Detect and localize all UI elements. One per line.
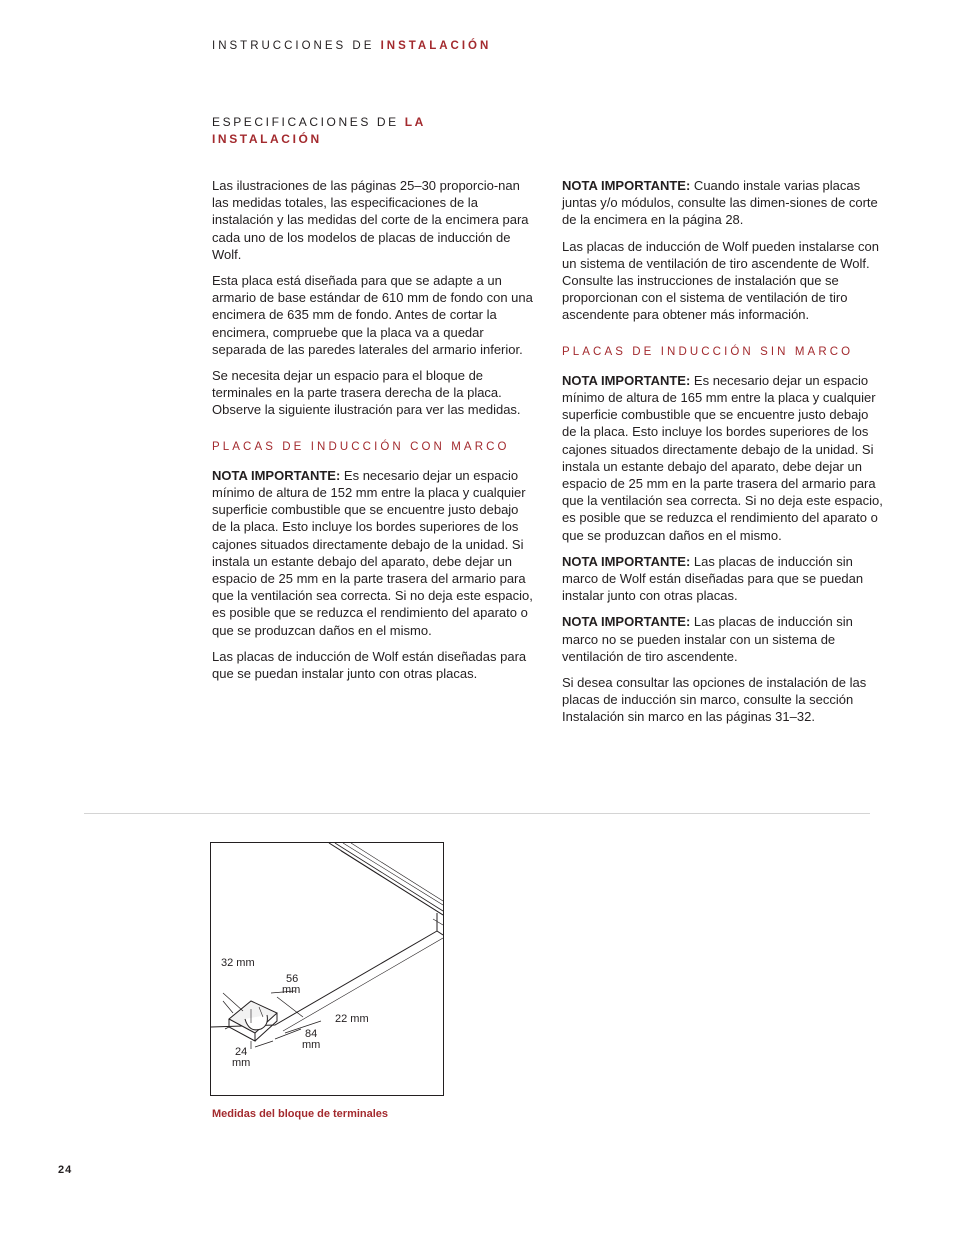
right-note-4-label: NOTA IMPORTANTE: [562, 614, 691, 630]
right-note-2-text: Es necesario dejar un espacio mínimo de altura de 165 mm entre la placa y cualquier superficie combustible que se encuentre justo debajo de la placa. Esto incluye los bordes superiores de los cajones situados directamente debajo de la unidad. Si instala un estante debajo del aparato, debe dejar un espacio de 25 mm en la parte trasera del armario para que la ventilación sea correcta. Si no deja este espacio, es posible que se reduzca el rendimiento del aparato o que se produzcan daños en el mismo. [562, 372, 883, 543]
dim-label-84-value: 84 [305, 1028, 318, 1040]
right-note-4 [562, 613, 886, 665]
right-note-1-text: Cuando instale varias placas juntas y/o módulos, consulte las dimen-siones de corte de la encimera en la página 28. [562, 178, 878, 228]
right-note-2-label: NOTA IMPORTANTE: [562, 372, 691, 388]
left-paragraph-3: Se necesita dejar un espacio para el bloque de terminales en la parte trasera derecha de la placa. Observe la siguiente ilustración para ver las medidas. [212, 368, 521, 418]
subhead-sin-marco: PLACAS DE INDUCCIÓN SIN MARCO [562, 345, 854, 358]
section-title-plain: ESPECIFICACIONES DE [212, 115, 405, 129]
section-title-accent-2: INSTALACIÓN [212, 132, 322, 146]
right-paragraph-2: Si desea consultar las opciones de instalación de las placas de inducción sin marco, consulte la sección Instalación sin marco en las páginas 31–32. [562, 675, 867, 725]
running-head-accent: INSTALACIÓN [380, 40, 492, 52]
terminal-block-figure [210, 842, 444, 1096]
section-title-accent-1: LA [404, 115, 426, 129]
right-note-3-text: Las placas de inducción sin marco de Wolf están diseñadas para que se puedan instalar junto con otras placas. [562, 553, 864, 604]
running-head [212, 40, 491, 52]
dim-label-22: 22 mm [335, 1013, 369, 1025]
terminal-block-drawing [211, 843, 443, 1095]
right-note-1-label: NOTA IMPORTANTE: [562, 178, 691, 193]
left-paragraph-4: Las placas de inducción de Wolf están diseñadas para que se puedan instalar junto con otras placas. [212, 648, 527, 682]
left-note-label: NOTA IMPORTANTE: [212, 467, 341, 483]
right-column [562, 177, 886, 735]
dim-label-32: 32 mm [221, 957, 255, 969]
dim-label-24-unit: mm [232, 1057, 251, 1069]
dim-label-56-unit: mm [282, 984, 301, 996]
left-column [212, 177, 534, 691]
left-paragraph-1: Las ilustraciones de las páginas 25–30 proporcio-nan las medidas totales, las especificaciones de la instalación y las medidas del corte de la encimera para cada uno de los modelos de placas de inducción de Wolf. [212, 178, 529, 262]
subhead-con-marco: PLACAS DE INDUCCIÓN CON MARCO [212, 440, 510, 453]
figure-caption: Medidas del bloque de terminales [212, 1108, 389, 1120]
dim-label-56-value: 56 [286, 973, 299, 985]
right-note-1 [562, 177, 886, 229]
right-note-3-label: NOTA IMPORTANTE: [562, 553, 691, 569]
right-paragraph-1: Las placas de inducción de Wolf pueden instalarse con un sistema de ventilación de tiro ascendente de Wolf. Consulte las instrucciones de instalación que se proporcionan con el sistema de ventilación de tiro ascendente para obtener más información. [562, 238, 880, 323]
left-note [212, 467, 534, 639]
section-title [212, 114, 426, 148]
right-note-4-text: Las placas de inducción sin marco no se pueden instalar con un sistema de ventilación de tiro ascendente. [562, 614, 853, 664]
horizontal-rule [84, 813, 870, 814]
right-note-2 [562, 372, 886, 544]
right-note-3 [562, 553, 886, 605]
running-head-plain: INSTRUCCIONES DE [212, 40, 381, 52]
left-paragraph-2: Esta placa está diseñada para que se adapte a un armario de base estándar de 610 mm de fondo con una encimera de 635 mm de fondo. Antes de cortar la encimera, compruebe que la placa va a quedar separada de las paredes laterales del armario inferior. [212, 273, 533, 357]
dim-label-84-unit: mm [302, 1039, 321, 1051]
page-number: 24 [58, 1164, 73, 1176]
dim-label-24-value: 24 [235, 1046, 248, 1058]
left-note-text: Es necesario dejar un espacio mínimo de altura de 152 mm entre la placa y cualquier superficie combustible que se encuentre justo debajo de la placa. Esto incluye los bordes superiores de los cajones situados directamente debajo de la unidad. Si instala un estante debajo del aparato, debe dejar un espacio de 25 mm en la parte trasera del armario para que la ventilación sea correcta. Si no deja este espacio, es posible que se reduzca el rendimiento del aparato o que se produzcan daños en el mismo. [212, 467, 533, 638]
